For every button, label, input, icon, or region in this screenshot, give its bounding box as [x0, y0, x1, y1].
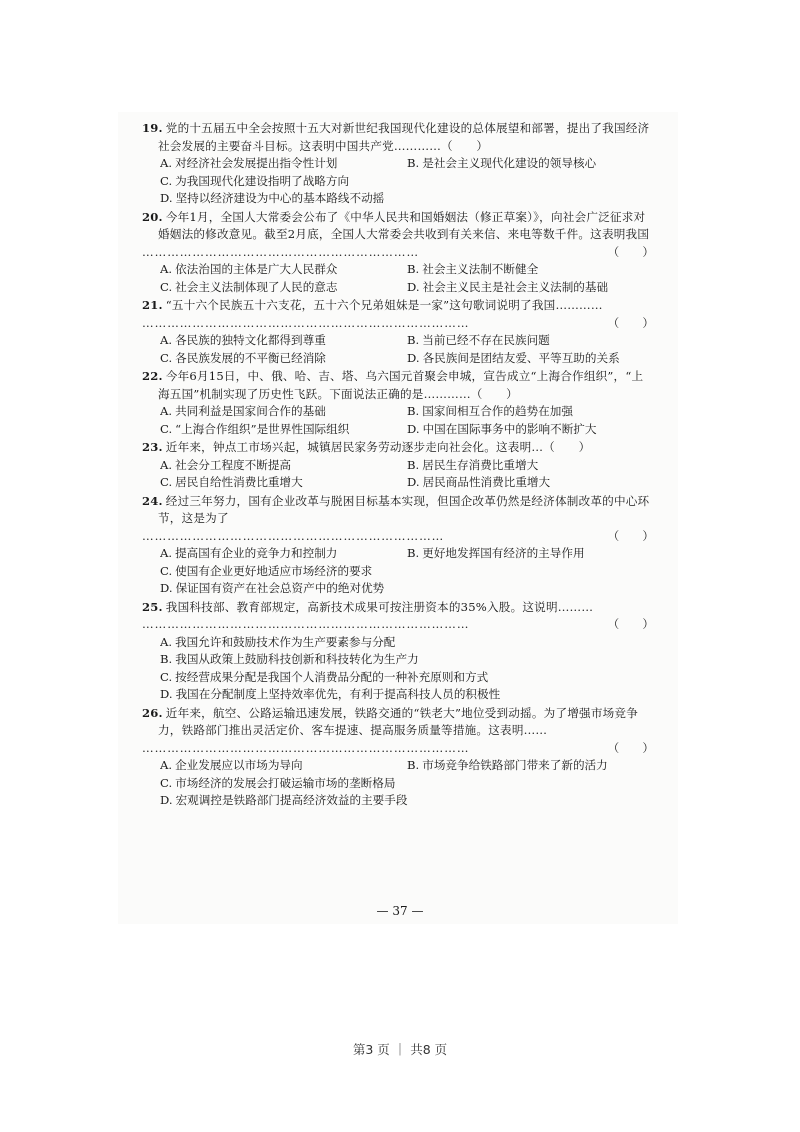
option-text: 为我国现代化建设指明了战略方向	[175, 173, 350, 188]
question-text: “五十六个民族五十六支花，五十六个兄弟姐妹是一家”这句歌词说明了我国…………	[165, 298, 603, 312]
question-stem	[142, 439, 654, 457]
option-text: 国家间相互合作的趋势在加强	[422, 404, 573, 418]
option-label: A.	[160, 333, 173, 347]
option-c	[160, 474, 407, 492]
question-21	[142, 297, 654, 367]
option-c	[160, 279, 407, 297]
leader-dots: …………………………………………………………	[142, 244, 420, 259]
question-23	[142, 439, 654, 492]
question-stem	[142, 209, 654, 244]
leader-dots: ……………………………………………………………………	[142, 740, 470, 755]
option-label: D.	[160, 687, 173, 701]
option-label: C.	[160, 173, 173, 188]
question-list	[142, 120, 654, 811]
option-text: 社会主义法制体现了人民的意志	[175, 279, 338, 294]
option-text: 社会分工程度不断提高	[175, 457, 292, 472]
option-label: C.	[160, 279, 173, 294]
option-label: C.	[160, 563, 173, 578]
question-stem	[142, 705, 654, 740]
option-text: 我国允许和鼓励技术作为生产要素参与分配	[175, 634, 396, 649]
option-text: 保证国有资产在社会总资产中的绝对优势	[175, 581, 385, 595]
option-d	[407, 474, 654, 492]
option-d	[407, 279, 654, 297]
option-label: B.	[407, 262, 420, 276]
question-22	[142, 368, 654, 438]
option-text: 依法治国的主体是广大人民群众	[175, 262, 338, 276]
question-text: 今年6月15日，中、俄、哈、吉、塔、乌六国元首聚会申城，宣告成立“上海合作组织”，“上海五国”机制实现了历史性飞跃。下面说法正确的是…………（ ）	[158, 369, 644, 401]
option-label: C.	[160, 775, 173, 790]
option-text: 坚持以经济建设为中心的基本路线不动摇	[175, 191, 385, 205]
option-c	[160, 173, 654, 191]
option-text: 当前已经不存在民族问题	[422, 333, 550, 347]
option-c	[160, 350, 407, 368]
option-d	[160, 190, 654, 208]
answer-paren: （ ）	[607, 244, 654, 259]
option-text: 各民族发展的不平衡已经消除	[175, 350, 326, 365]
question-text: 经过三年努力，国有企业改革与脱困目标基本实现，但国企改革仍然是经济体制改革的中心环节，这是为了	[158, 493, 650, 525]
option-text: 各民族间是团结友爱、平等互助的关系	[422, 350, 620, 365]
option-c	[160, 775, 654, 793]
option-label: A.	[160, 634, 173, 649]
answer-paren: （ ）	[607, 617, 654, 631]
option-d	[407, 421, 654, 439]
option-c	[160, 669, 654, 687]
option-label: A.	[160, 156, 173, 170]
question-25	[142, 599, 654, 704]
option-label: A.	[160, 457, 173, 472]
option-label: A.	[160, 758, 173, 772]
option-a	[160, 332, 407, 350]
question-text: 我国科技部、教育部规定，高新技术成果可按注册资本的35%入股。这说明………	[165, 599, 594, 614]
question-stem	[142, 120, 654, 155]
question-text: 今年1月，全国人大常委会公布了《中华人民共和国婚姻法（修正草案）》，向社会广泛征求对婚姻法的修改意见。截至2月底，全国人大常委会共收到有关来信、来电等数千件。这表明我国	[158, 209, 650, 241]
option-b	[407, 403, 654, 421]
option-text: 社会主义法制不断健全	[422, 262, 539, 276]
option-text: “上海合作组织”是世界性国际组织	[175, 421, 350, 436]
option-text: 居民商品性消费比重增大	[422, 475, 551, 489]
question-number: 20.	[142, 209, 163, 224]
option-text: 各民族的独特文化都得到尊重	[175, 333, 326, 347]
question-text: 近年来，航空、公路运输迅速发展，铁路交通的“铁老大”地位受到动摇。为了增强市场竞争力，铁路部门推出灵活定价、客车提速、提高服务质量等措施。这表明……	[158, 705, 638, 737]
option-a	[160, 155, 407, 173]
option-b	[407, 332, 654, 350]
question-text: 近年来，钟点工市场兴起，城镇居民家务劳动逐步走向社会化。这表明…（ ）	[165, 440, 591, 454]
option-label: D.	[160, 581, 173, 595]
option-a	[160, 634, 654, 652]
option-text: 市场竞争给铁路部门带来了新的活力	[422, 758, 608, 772]
option-text: 共同利益是国家间合作的基础	[175, 404, 326, 418]
option-b	[160, 651, 654, 669]
option-b	[407, 457, 654, 475]
option-label: B.	[407, 333, 420, 347]
option-label: A.	[160, 546, 173, 560]
question-number: 26.	[142, 705, 163, 720]
option-a	[160, 457, 407, 475]
option-b	[407, 261, 654, 279]
option-a	[160, 261, 407, 279]
question-number: 24.	[142, 493, 163, 508]
question-24	[142, 493, 654, 598]
option-label: D.	[407, 350, 420, 365]
option-label: A.	[160, 404, 173, 418]
option-a	[160, 757, 407, 775]
question-20	[142, 209, 654, 297]
option-label: D.	[407, 279, 420, 294]
option-d	[160, 686, 654, 704]
question-stem	[142, 493, 654, 528]
option-label: C.	[160, 669, 173, 684]
option-label: B.	[160, 652, 173, 666]
option-a	[160, 403, 407, 421]
option-label: C.	[160, 475, 173, 489]
option-text: 我国从政策上鼓励科技创新和科技转化为生产力	[175, 652, 419, 666]
option-text: 居民自给性消费比重增大	[175, 475, 303, 489]
question-stem	[142, 368, 654, 403]
answer-paren: （ ）	[607, 528, 654, 543]
option-text: 社会主义民主是社会主义法制的基础	[422, 279, 609, 294]
option-b	[407, 545, 654, 563]
leader-dots: ………………………………………………………………	[142, 528, 445, 543]
answer-paren: （ ）	[607, 740, 654, 755]
option-label: B.	[407, 546, 420, 560]
option-c	[160, 421, 407, 439]
option-label: D.	[407, 421, 420, 436]
option-text: 中国在国际事务中的影响不断扩大	[422, 421, 597, 436]
leader-dots: ……………………………………………………………………	[142, 617, 470, 631]
question-number: 22.	[142, 369, 163, 383]
leader-dots: ……………………………………………………………………	[142, 315, 470, 330]
question-19	[142, 120, 654, 208]
option-c	[160, 563, 654, 581]
option-label: D.	[160, 191, 173, 205]
question-number: 23.	[142, 440, 163, 454]
option-text: 是社会主义现代化建设的领导核心	[422, 156, 597, 170]
option-a	[160, 545, 407, 563]
option-text: 市场经济的发展会打破运输市场的垄断格局	[175, 775, 396, 790]
option-label: A.	[160, 262, 173, 276]
option-text: 按经营成果分配是我国个人消费品分配的一种补充原则和方式	[175, 669, 489, 684]
option-label: B.	[407, 758, 420, 772]
question-number: 19.	[142, 121, 163, 135]
option-d	[160, 792, 654, 810]
option-text: 更好地发挥国有经济的主导作用	[422, 546, 585, 560]
question-number: 21.	[142, 298, 163, 312]
option-label: C.	[160, 350, 173, 365]
option-d	[160, 580, 654, 598]
option-d	[407, 350, 654, 368]
answer-paren: （ ）	[607, 315, 654, 330]
option-label: C.	[160, 421, 173, 436]
page-number: — 37 —	[376, 904, 424, 918]
option-text: 企业发展应以市场为导向	[175, 758, 303, 772]
question-text: 党的十五届五中全会按照十五大对新世纪我国现代化建设的总体展望和部署，提出了我国经济社会发展的主要奋斗目标。这表明中国共产党…………（ ）	[158, 121, 650, 153]
option-text: 使国有企业更好地适应市场经济的要求	[175, 563, 373, 578]
question-26	[142, 705, 654, 810]
option-b	[407, 757, 654, 775]
option-label: B.	[407, 156, 420, 170]
question-stem	[142, 297, 654, 315]
option-text: 居民生存消费比重增大	[422, 457, 539, 472]
option-text: 我国在分配制度上坚持效率优先，有利于提高科技人员的积极性	[175, 687, 501, 701]
option-label: B.	[407, 404, 420, 418]
question-stem	[142, 599, 654, 617]
option-text: 对经济社会发展提出指令性计划	[175, 156, 338, 170]
option-text: 宏观调控是铁路部门提高经济效益的主要手段	[175, 793, 408, 807]
option-text: 提高国有企业的竞争力和控制力	[175, 546, 338, 560]
option-b	[407, 155, 654, 173]
option-label: B.	[407, 457, 420, 472]
option-label: D.	[407, 475, 420, 489]
option-label: D.	[160, 793, 173, 807]
question-number: 25.	[142, 599, 163, 614]
page-footer: 第3 页 ｜ 共8 页	[352, 1042, 448, 1057]
